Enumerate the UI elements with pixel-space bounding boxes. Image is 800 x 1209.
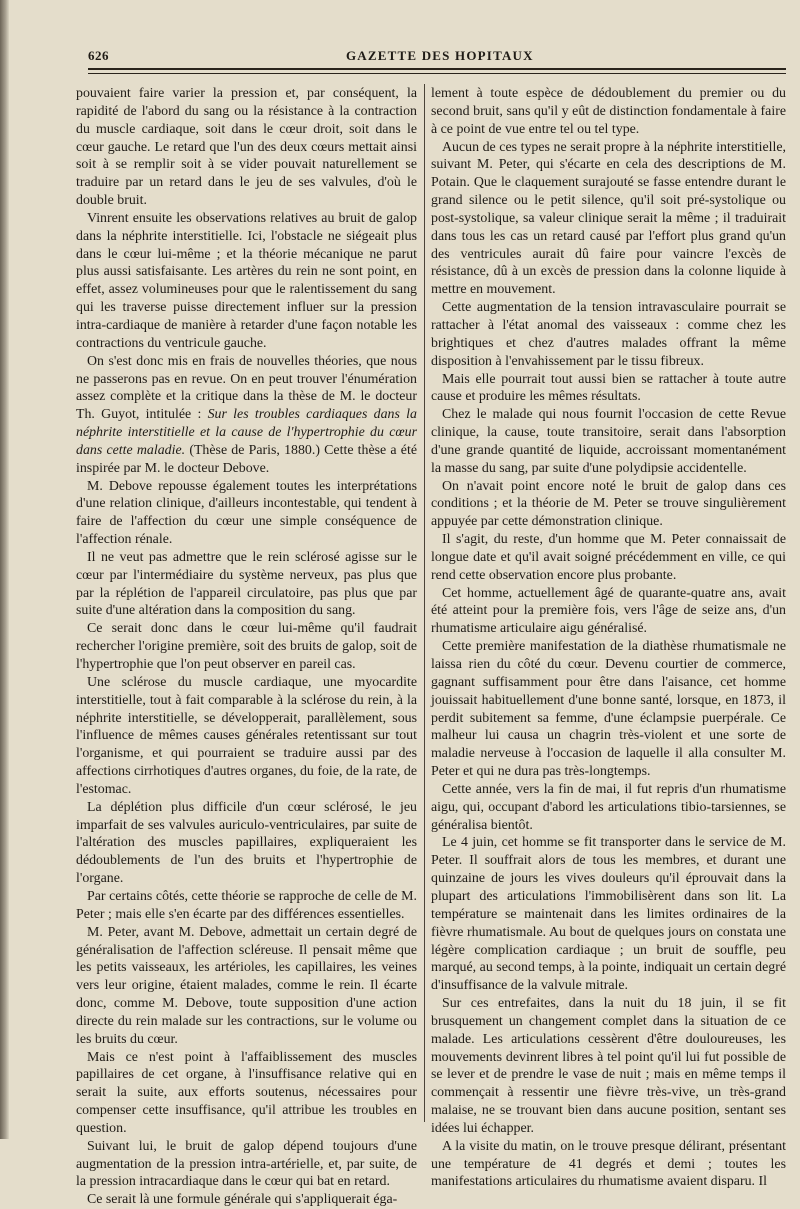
paragraph: M. Debove repousse également toutes les interprétations d'une relation clinique, d'ailleurs incontestable, qui tendent à faire de l'affection du cœur une simple conséquence de l'affection rénale. (76, 478, 417, 548)
paragraph: Vinrent ensuite les observations relatives au bruit de galop dans la néphrite interstitielle. Ici, l'obstacle ne siégeait plus dans le cœur lui-même ; et la théorie mécanique ne parut plus aussi satisfaisante. Les artères du rein ne sont point, en effet, assez volumineuses pour que le ralentissement du sang qui les traverse puisse directement influer sur la pression intra-cardiaque de manière à retarder d'une façon notable les contractions du ventricule gauche. (76, 210, 417, 351)
paragraph: Par certains côtés, cette théorie se rapproche de celle de M. Peter ; mais elle s'en écarte par des différences essentielles. (76, 888, 417, 922)
page-binding-edge (0, 0, 9, 1139)
journal-title: GAZETTE DES HOPITAUX (346, 48, 534, 63)
page-number: 626 (88, 48, 109, 63)
paragraph: Cet homme, actuellement âgé de quarante-quatre ans, avait été atteint pour la première fois, vers l'âge de seize ans, d'un rhumatisme articulaire aigu généralisé. (431, 585, 786, 637)
paragraph: Cette augmentation de la tension intravasculaire pourrait se rattacher à l'état anomal des vaisseaux : comme chez les brightiques et chez d'autres malades offrant la même disposition à l'envahissement par le tissu fibreux. (431, 300, 786, 369)
paragraph: Mais elle pourrait tout aussi bien se rattacher à toute autre cause et produire les mêmes résultats. (431, 371, 786, 405)
header-rule-thick (88, 68, 786, 70)
paragraph: La déplétion plus difficile d'un cœur sclérosé, le jeu imparfait de ses valvules auriculo-ventriculaires, par suite de l'altération des muscles papillaires, expliqueraient les dédoublements de l'un des bruits et l'hypertrophie de l'organe. (76, 799, 417, 887)
paragraph-text: (Thèse de Paris, 1880.) Cette thèse a été inspirée par M. le docteur Debove. (76, 442, 417, 476)
thesis-title: Sur les troubles cardiaques dans la néphrite interstitielle et la cause de l'hypertrophie du cœur dans cette maladie. (76, 407, 417, 458)
paragraph: Aucun de ces types ne serait propre à la néphrite interstitielle, suivant M. Peter, qui s'écarte en cela des descriptions de M. Potain. Que le claquement surajouté se fasse entendre durant le grand silence ou le petit silence, qu'il soit pré-systolique ou post-systolique, sa valeur clinique serait la même ; il traduirait dans tous les cas un retard causé par l'effort plus grand qu'un des ventricules aurait dû faire pour vaincre l'excès de résistance, dû à un excès de pression dans la colonne liquide à mettre en mouvement. (431, 139, 786, 298)
paragraph: Il ne veut pas admettre que le rein sclérosé agisse sur le cœur par l'intermédiaire du système nerveux, pas plus que par la réplétion de l'appareil circulatoire, pas plus que par suite d'une altération dans la composition du sang. (76, 549, 417, 619)
paragraph: Suivant lui, le bruit de galop dépend toujours d'une augmentation de la pression intra-artérielle, et, par suite, de la pression intracardiaque dans le cœur qui bat en retard. (76, 1138, 417, 1190)
paragraph: Cette année, vers la fin de mai, il fut repris d'un rhumatisme aigu, qui, occupant d'abord les articulations tibio-tarsiennes, se généralisa bientôt. (431, 781, 786, 833)
paragraph: Il s'agit, du reste, d'un homme que M. Peter connaissait de longue date et qu'il avait soigné précédemment en ville, ce qui rend cette observation encore plus probante. (431, 532, 786, 583)
paragraph-text: On s'est donc mis en frais de nouvelles théories, que nous ne passerons pas en revue. On en peut trouver l'énumération assez complète et la critique dans la thèse de M. le docteur Th. Guyot, intitulée : (76, 353, 417, 423)
paragraph: Cette première manifestation de la diathèse rhumatismale ne laissa rien du côté du cœur. Devenu courtier de commerce, gagnant suffisamment pour être dans l'aisance, cet homme jouissait habituellement d'une bonne santé, lorsque, en 1873, il perdit subitement sa femme, d'une éclampsie puerpérale. Ce malheur lui causa un chagrin très-violent et une sorte de maladie nerveuse à l'occasion de laquelle il alla consulter M. Peter et qui ne dura pas très-longtemps. (431, 639, 786, 780)
left-column (76, 85, 417, 1209)
paragraph: A la visite du matin, on le trouve presque délirant, présentant une température de 41 degrés et demi ; toutes les manifestations articulaires du rhumatisme avaient disparu. Il (431, 1138, 786, 1190)
paragraph: Ce serait donc dans le cœur lui-même qu'il faudrait rechercher l'origine première, soit des bruits de galop, soit de l'hypertrophie que l'on peut observer en pareil cas. (76, 621, 417, 672)
paragraph: Le 4 juin, cet homme se fit transporter dans le service de M. Peter. Il souffrait alors de tous les membres, et durant une quinzaine de jours les vives douleurs qu'il éprouvait dans la plupart des articulations l'immobilisèrent dans son lit. La température se maintenait dans les limites ordinaires de la fièvre rhumatismale. Au bout de quelques jours on constata une légère complication cardiaque ; un bruit de souffle, peu marqué, au second temps, à la pointe, indiquait un certain degré d'insuffisance de la valvule mitrale. (431, 835, 786, 994)
paragraph: On n'avait point encore noté le bruit de galop dans ces conditions ; et la théorie de M. Peter se trouve singulièrement appuyée par cette démonstration clinique. (431, 478, 786, 530)
right-column (431, 85, 786, 1191)
paragraph: Ce serait là une formule générale qui s'appliquerait éga- (87, 1192, 398, 1208)
paragraph: lement à toute espèce de dédoublement du premier ou du second bruit, sans qu'il y eût de distinction fondamentale à faire à ce point de vue entre tel ou tel type. (431, 86, 786, 137)
paragraph: Sur ces entrefaites, dans la nuit du 18 juin, il se fit brusquement un changement complet dans la situation de ce malade. Les articulations cessèrent d'être douloureuses, les mouvements devinrent libres à tel point qu'il lui fut possible de se lever et de prendre le vase de nuit ; mais en même temps il commençait à ressentir une fièvre très-vive, un très-grand malaise, ne se trouvant bien dans aucune position, sentant ses idées lui échapper. (431, 996, 786, 1136)
column-divider (424, 84, 425, 1122)
header-rule-thin (88, 73, 786, 74)
paragraph: Chez le malade qui nous fournit l'occasion de cette Revue clinique, la cause, toute transitoire, serait dans l'absorption d'une grande quantité de liquide, accroissant momentanément la masse du sang, par suite d'une polydipsie accidentelle. (431, 407, 786, 476)
paragraph: pouvaient faire varier la pression et, par conséquent, la rapidité de l'abord du sang ou la résistance à la contraction du muscle cardiaque, soit dans le cœur droit, soit dans le cœur gauche. Le retard que l'un des deux cœurs mettait ainsi soit à se remplir soit à se vider pouvait naturellement se traduire par un retard dans le jeu de ses valvules, d'où le double bruit. (76, 86, 417, 209)
paragraph (76, 353, 417, 478)
paragraph: M. Peter, avant M. Debove, admettait un certain degré de généralisation de l'affection scléreuse. Il pensait même que les petits vaisseaux, les artérioles, les capillaires, les veines vers leur origine, étaient malades, comme le rein. Il écarte donc, comme M. Debove, toute supposition d'une action directe du rein malade sur les contractions, sur le volume ou les bruits du cœur. (76, 924, 417, 1047)
paragraph: Une sclérose du muscle cardiaque, une myocardite interstitielle, tout à fait comparable à la sclérose du rein, à la néphrite interstitielle, se développerait, parallèlement, sous l'influence de mêmes causes générales retentissant sur tout l'organisme, et qui pourraient se traduire aussi par des affections cirrhotiques d'autres organes, du foie, de la rate, de l'estomac. (76, 674, 417, 797)
paragraph: Mais ce n'est point à l'affaiblissement des muscles papillaires de cet organe, à l'insuffisance relative qui en serait la suite, aux efforts soutenus, nécessaires pour compenser cette insuffisance, qu'il attribue les troubles en question. (76, 1049, 417, 1136)
